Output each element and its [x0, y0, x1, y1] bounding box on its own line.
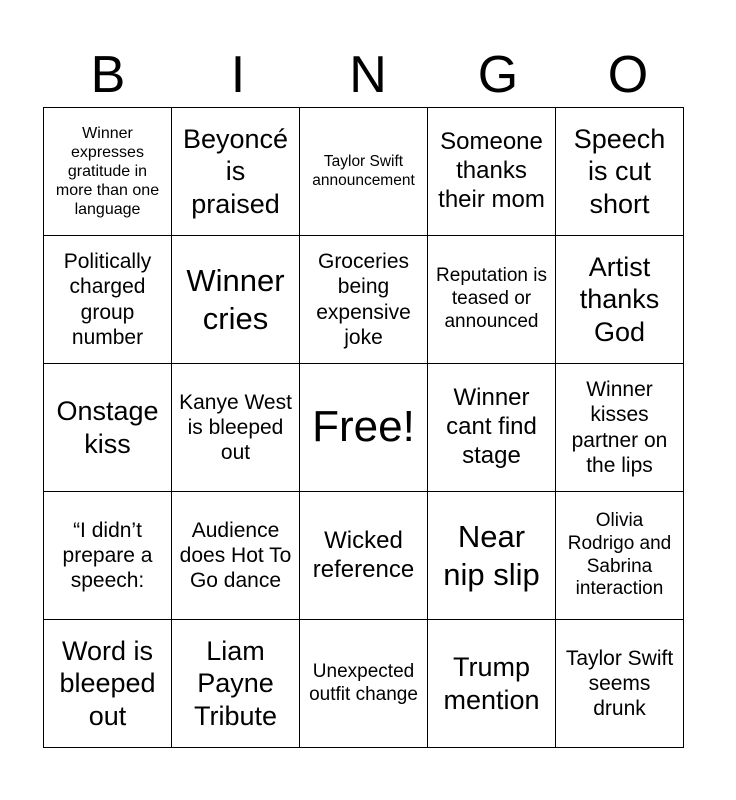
board-row — [44, 620, 684, 748]
cell-label: Beyoncé is praised — [182, 123, 289, 219]
cell-label: Wicked reference — [312, 526, 415, 583]
bingo-cell[interactable] — [556, 620, 684, 748]
cell-label: Olivia Rodrigo and Sabrina interaction — [567, 509, 672, 600]
header-letter-i: I — [230, 46, 246, 104]
cell-label: Onstage kiss — [56, 396, 159, 459]
bingo-cell[interactable] — [44, 108, 172, 236]
cell-label: Winner cries — [186, 263, 285, 336]
bingo-cell[interactable] — [556, 492, 684, 620]
cell-label: Trump mention — [443, 652, 540, 715]
bingo-header — [43, 42, 693, 108]
header-letter-o: O — [607, 46, 649, 104]
bingo-cell[interactable] — [428, 492, 556, 620]
cell-label: Groceries being expensive joke — [316, 250, 411, 349]
bingo-cell[interactable] — [44, 620, 172, 748]
cell-label: Politically charged group number — [63, 250, 152, 349]
bingo-cell[interactable] — [300, 108, 428, 236]
header-letter-g: G — [477, 46, 519, 104]
bingo-cell[interactable] — [172, 236, 300, 364]
bingo-cell[interactable] — [44, 236, 172, 364]
cell-label: Word is bleeped out — [59, 635, 156, 731]
cell-label: Winner cant find stage — [446, 384, 537, 469]
cell-label: Liam Payne Tribute — [193, 635, 278, 731]
board-row — [44, 364, 684, 492]
header-letter-n: N — [349, 46, 387, 104]
cell-label: Taylor Swift announcement — [312, 152, 415, 189]
board-row — [44, 492, 684, 620]
bingo-cell[interactable] — [172, 108, 300, 236]
cell-label: Audience does Hot To Go dance — [179, 518, 292, 593]
bingo-cell[interactable] — [428, 108, 556, 236]
cell-label: Winner expresses gratitude in more than one language — [55, 124, 160, 219]
free-space-label: Free! — [312, 402, 415, 452]
bingo-cell[interactable] — [172, 364, 300, 492]
cell-label: Winner kisses partner on the lips — [571, 378, 668, 477]
bingo-cell[interactable] — [44, 492, 172, 620]
bingo-cell[interactable] — [556, 364, 684, 492]
bingo-cell[interactable] — [428, 620, 556, 748]
bingo-cell[interactable] — [556, 236, 684, 364]
board-row — [44, 108, 684, 236]
cell-label: “I didn’t prepare a speech: — [62, 518, 153, 593]
cell-label: Artist thanks God — [579, 251, 660, 347]
cell-label: Taylor Swift seems drunk — [565, 646, 674, 721]
bingo-cell[interactable] — [556, 108, 684, 236]
bingo-cell[interactable] — [300, 620, 428, 748]
bingo-cell[interactable] — [44, 364, 172, 492]
cell-label: Someone thanks their mom — [438, 128, 545, 213]
cell-label: Speech is cut short — [573, 123, 666, 219]
board-row — [44, 236, 684, 364]
cell-label: Kanye West is bleeped out — [179, 390, 292, 465]
bingo-cell[interactable] — [428, 364, 556, 492]
bingo-cell[interactable] — [428, 236, 556, 364]
bingo-cell[interactable] — [300, 236, 428, 364]
header-letter-b: B — [90, 46, 126, 104]
bingo-cell[interactable] — [300, 492, 428, 620]
cell-label: Near nip slip — [443, 519, 540, 592]
bingo-cell[interactable] — [172, 620, 300, 748]
cell-label: Unexpected outfit change — [309, 660, 418, 705]
bingo-board — [43, 107, 684, 748]
bingo-cell[interactable] — [172, 492, 300, 620]
cell-label: Reputation is teased or announced — [436, 265, 547, 332]
free-space-cell[interactable] — [300, 364, 428, 492]
